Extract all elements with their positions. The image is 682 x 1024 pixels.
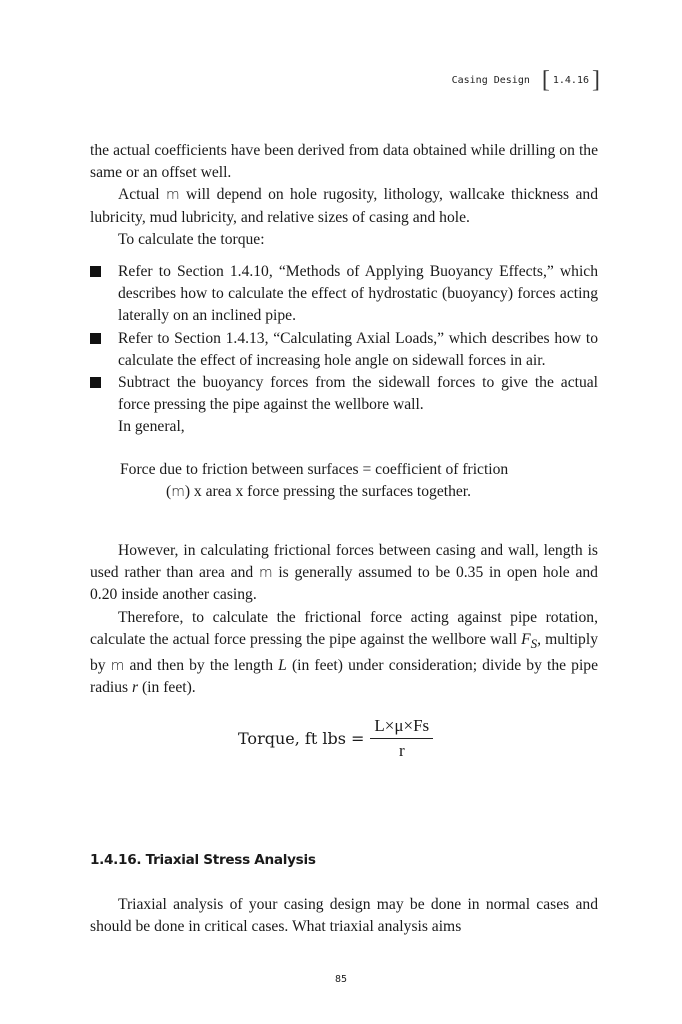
- friction-formula-rest: ) x area x force pressing the surfaces together.: [184, 482, 472, 500]
- bracket-open: [: [541, 67, 550, 93]
- bullet-text: Subtract the buoyancy forces from the sidewall forces to give the actual force pressing the pipe against the wellbore wall.: [118, 374, 598, 414]
- equation-lhs: Torque, ft lbs =: [238, 729, 365, 748]
- paragraph-in-general: In general,: [118, 418, 185, 436]
- text-assumed: is generally assumed to be 0.35 in open hole and 0.20 inside another casing.: [90, 564, 598, 604]
- bullet-text: Refer to Section 1.4.13, “Calculating Axial Loads,” which describes how to calculate the effect of increasing hole angle on sidewall forces in air.: [118, 329, 598, 369]
- friction-formula-line1: Force due to friction between surfaces = coefficient of friction: [120, 460, 509, 478]
- torque-equation: [238, 716, 433, 761]
- text-however: However, in calculating frictional forces between casing and wall, length is used rather than area and: [90, 542, 598, 582]
- bullet-list: [90, 261, 598, 416]
- paragraph-actual-mu: [90, 184, 598, 228]
- section-number: 1.4.16: [552, 74, 589, 86]
- text-length: and then by the length: [124, 657, 279, 675]
- var-f: F: [521, 630, 531, 648]
- chapter-title: Casing Design: [451, 74, 530, 86]
- paragraph-calc-torque: To calculate the torque:: [118, 230, 265, 248]
- text-therefore: Therefore, to calculate the frictional force acting against pipe rotation, calculate the actual force pressing the pipe against the wellbore wall: [90, 608, 598, 648]
- equation-numerator: L×μ×Fs: [370, 716, 433, 739]
- text-block-triaxial: [90, 894, 598, 938]
- text-actual: Actual: [118, 186, 166, 204]
- bullet-square-icon: [90, 266, 101, 277]
- page-number: 85: [334, 974, 348, 985]
- text-multiply: , multiply by: [90, 630, 598, 675]
- friction-formula: [90, 459, 598, 503]
- var-r: r: [132, 679, 139, 697]
- equation-denominator: r: [398, 741, 405, 760]
- text-consideration: (in feet) under consideration; divide by the pipe radius: [90, 657, 599, 697]
- list-item: [90, 328, 598, 372]
- var-l: L: [278, 657, 287, 675]
- paragraph-however: [90, 540, 598, 607]
- text-rugosity: will depend on hole rugosity, lithology, wallcake thickness and lubricity, mud lubricity, and relative sizes of casing and hole.: [90, 186, 598, 226]
- friction-formula-line2: [120, 481, 598, 503]
- bracket-close: ]: [592, 67, 600, 93]
- list-item: [90, 372, 598, 416]
- paragraph-triaxial: Triaxial analysis of your casing design may be done in normal cases and should be done in critical cases. What triaxial analysis aims: [90, 896, 598, 936]
- section-heading: 1.4.16. Triaxial Stress Analysis: [90, 852, 316, 868]
- running-head: [452, 68, 600, 92]
- paragraph-coefficients: the actual coefficients have been derived from data obtained while drilling on the same or an offset well.: [90, 142, 598, 182]
- equation-fraction: [370, 716, 433, 761]
- var-s-subscript: S: [530, 635, 538, 651]
- text-in-feet: (in feet).: [138, 679, 196, 697]
- paren-open: (: [166, 482, 172, 500]
- bullet-square-icon: [90, 377, 101, 388]
- mu-symbol: m: [110, 658, 125, 675]
- text-block-torque: [90, 140, 598, 503]
- mu-symbol: m: [165, 187, 180, 204]
- bullet-text: Refer to Section 1.4.10, “Methods of Applying Buoyancy Effects,” which describes how to calculate the effect of hydrostatic (buoyancy) forces acting laterally on an inclined pipe.: [118, 263, 598, 325]
- mu-symbol: m: [171, 483, 185, 500]
- paragraph-therefore: [90, 607, 598, 700]
- list-item: [90, 261, 598, 328]
- mu-symbol: m: [258, 565, 273, 582]
- bullet-square-icon: [90, 333, 101, 344]
- text-block-frictional-force: [90, 540, 598, 700]
